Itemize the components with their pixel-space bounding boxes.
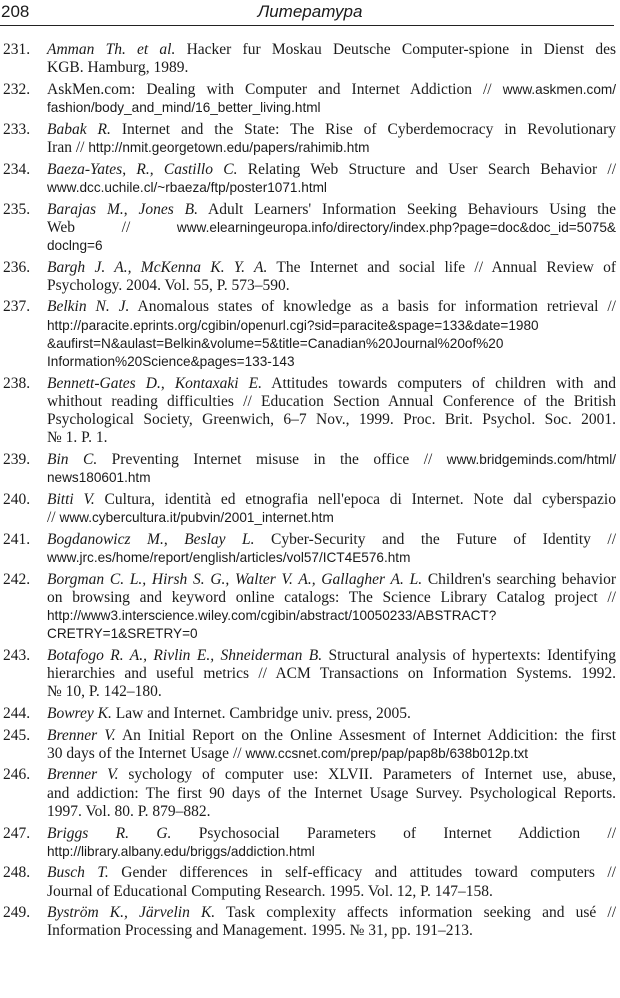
- reference-url: www.jrc.es/home/report/english/articles/vol57/ICT4E576.htm: [47, 549, 411, 565]
- reference-text: Hacker fur Moskau Deutsche Computer-spione in Dienst des: [175, 41, 616, 58]
- reference-text: AskMen.com: Dealing with Computer and Internet Addiction //: [47, 80, 503, 98]
- reference-entry: [0, 705, 616, 723]
- reference-line: [47, 625, 616, 643]
- reference-authors: Bowrey K.: [47, 704, 112, 722]
- reference-line: [47, 393, 616, 411]
- reference-number: 243.: [3, 646, 31, 664]
- reference-authors: Amman Th. et al.: [47, 41, 176, 58]
- reference-text: Structural analysis of hypertexts: Identifying: [322, 646, 617, 664]
- reference-number: 245.: [3, 726, 31, 744]
- reference-url: &aufirst=N&aulast=Belkin&volume=5&title=Canadian%20Journal%20of%20: [47, 335, 504, 351]
- reference-url: www.ccsnet.com/prep/pap/pap8b/638b012p.txt: [245, 745, 529, 761]
- reference-entry: [0, 766, 616, 821]
- reference-entry: [0, 571, 616, 644]
- reference-line: [47, 99, 616, 117]
- reference-text: The Internet and social life // Annual Review of: [267, 258, 616, 276]
- reference-url: http://library.albany.edu/briggs/addiction.html: [47, 843, 315, 859]
- reference-entry: [0, 904, 616, 940]
- reference-authors: Borgman C. L., Hirsh S. G., Walter V. A., Gallagher A. L.: [47, 570, 423, 588]
- reference-line: [47, 509, 616, 527]
- reference-number: 239.: [3, 450, 31, 468]
- reference-entry: [0, 451, 616, 487]
- reference-number: 237.: [3, 298, 31, 316]
- reference-text: Law and Internet. Cambridge univ. press, 2005.: [111, 704, 411, 722]
- reference-line: [47, 161, 616, 179]
- reference-entry: [0, 825, 616, 861]
- reference-line: [47, 864, 616, 882]
- reference-text: on browsing and keyword online catalogs: The Science Library Catalog project //: [47, 588, 616, 606]
- reference-text: Preventing Internet misuse in the office //: [97, 450, 447, 468]
- reference-text: //: [47, 509, 60, 526]
- reference-url: www.elearningeuropa.info/directory/index.php?page=doc&doc_id=5075&: [176, 219, 616, 235]
- reference-authors: Belkin N. J.: [47, 298, 130, 316]
- reference-authors: Brenner V.: [47, 766, 119, 784]
- reference-authors: Briggs R. G.: [47, 824, 172, 842]
- reference-text: Attitudes towards computers of children with and: [262, 374, 617, 392]
- reference-line: [47, 41, 616, 59]
- reference-entry: [0, 298, 616, 371]
- reference-text: Web //: [47, 218, 177, 236]
- reference-text: Cultura, identità ed etnografia nell'epoca di Internet. Note dal cyberspazio: [94, 490, 616, 508]
- reference-line: [47, 683, 616, 701]
- reference-line: [47, 429, 616, 447]
- reference-line: [47, 745, 616, 763]
- reference-text: hierarchies and useful metrics // ACM Transactions on Information Systems. 1992.: [47, 665, 616, 682]
- reference-authors: Barajas M.: [47, 200, 124, 218]
- reference-line: [47, 353, 616, 371]
- reference-url: CRETRY=1&SRETRY=0: [47, 626, 198, 642]
- reference-text: Task complexity affects information seeking and usé //: [215, 904, 616, 922]
- reference-text: Gender differences in self-efficacy and attitudes toward computers //: [108, 864, 616, 882]
- reference-line: [47, 904, 616, 922]
- reference-number: 246.: [3, 766, 31, 784]
- reference-list: [0, 41, 616, 944]
- reference-authors: Bennett-Gates D.: [47, 374, 161, 392]
- reference-line: [47, 727, 616, 745]
- reference-text: 30 days of the Internet Usage //: [47, 744, 246, 762]
- reference-authors: R., Castillo C.: [136, 160, 238, 178]
- reference-url: www.dcc.uchile.cl/~rbaeza/ftp/poster1071.html: [47, 179, 327, 195]
- reference-text: An Initial Report on the Online Assesment of Internet Addicition: the first: [115, 726, 617, 744]
- reference-line: [47, 259, 616, 277]
- reference-url: www.cybercultura.it/pubvin/2001_internet.htm: [59, 510, 334, 525]
- reference-text: ,: [122, 160, 137, 178]
- reference-text: Psychology. 2004. Vol. 55, P. 573–590.: [47, 276, 290, 294]
- reference-authors: Bitti V.: [47, 490, 95, 508]
- reference-text: Cyber-Security and the Future of Identity //: [254, 530, 617, 548]
- reference-number: 248.: [3, 864, 31, 882]
- reference-url: Information%20Science&pages=133-143: [47, 354, 295, 369]
- reference-line: [47, 219, 616, 237]
- reference-authors: Byström K., Järvelin K.: [47, 904, 216, 922]
- reference-text: whithout reading difficulties // Education Section Annual Conference of the British: [47, 392, 616, 410]
- reference-line: [47, 139, 616, 157]
- reference-authors: Babak R.: [47, 120, 111, 138]
- reference-line: [47, 375, 616, 393]
- reference-authors: Jones B.: [138, 200, 198, 218]
- reference-authors: Botafogo R. A., Rivlin E., Shneiderman B.: [47, 646, 323, 664]
- reference-text: Anomalous states of knowledge as a basis for information retrieval //: [129, 298, 616, 316]
- reference-line: [47, 785, 616, 803]
- header-rule: [0, 25, 614, 26]
- reference-text: Psychosocial Parameters of Internet Addiction //: [171, 824, 617, 842]
- reference-line: [47, 237, 616, 255]
- reference-url: news180601.htm: [47, 470, 151, 486]
- reference-text: Information Processing and Management. 1995. № 31, pp. 191–213.: [47, 922, 473, 940]
- reference-text: and addiction: The first 90 days of the Internet Usage Survey. Psychological Reports.: [47, 784, 616, 802]
- reference-entry: [0, 161, 616, 197]
- reference-line: [47, 277, 616, 295]
- reference-text: ,: [123, 200, 139, 218]
- reference-entry: [0, 81, 616, 117]
- reference-text: 1997. Vol. 80. P. 879–882.: [47, 802, 211, 820]
- reference-url: www.askmen.com/: [502, 81, 616, 97]
- reference-line: [47, 803, 616, 821]
- reference-text: KGB. Hamburg, 1989.: [47, 59, 189, 77]
- reference-line: [47, 469, 616, 487]
- reference-text: Adult Learners' Information Seeking Behaviours Using the: [198, 200, 617, 218]
- reference-text: № 1. P. 1.: [47, 429, 108, 447]
- reference-number: 242.: [3, 570, 31, 588]
- reference-entry: [0, 491, 616, 527]
- reference-entry: [0, 259, 616, 295]
- reference-authors: Bargh J. A., McKenna K. Y. A.: [47, 258, 268, 276]
- reference-number: 247.: [3, 824, 31, 842]
- page-number: 208: [1, 2, 30, 21]
- reference-entry: [0, 864, 616, 900]
- reference-text: № 10, P. 142–180.: [47, 683, 162, 701]
- reference-number: 236.: [3, 258, 31, 276]
- reference-line: [47, 766, 616, 784]
- reference-number: 232.: [3, 80, 31, 98]
- reference-entry: [0, 647, 616, 702]
- reference-authors: Beslay L.: [184, 530, 255, 548]
- reference-number: 235.: [3, 200, 31, 218]
- reference-url: doclng=6: [47, 237, 103, 253]
- reference-line: [47, 705, 616, 723]
- reference-line: [47, 491, 616, 509]
- reference-text: Psychological Society, Greenwich, 6–7 Nov., 1999. Proc. Brit. Psychol. Soc. 2001.: [47, 411, 616, 429]
- reference-line: [47, 335, 616, 353]
- reference-entry: [0, 41, 616, 77]
- reference-line: [47, 589, 616, 607]
- reference-line: [47, 411, 616, 429]
- reference-line: [47, 843, 616, 861]
- reference-number: 241.: [3, 530, 31, 548]
- reference-number: 244.: [3, 704, 31, 722]
- reference-number: 240.: [3, 490, 31, 508]
- reference-line: [47, 571, 616, 589]
- reference-url: http://paracite.eprints.org/cgibin/openurl.cgi?sid=paracite&spage=133&date=1980: [47, 317, 539, 333]
- reference-text: Iran //: [47, 138, 89, 156]
- reference-entry: [0, 727, 616, 763]
- page-header: [0, 0, 620, 26]
- reference-entry: [0, 531, 616, 567]
- reference-line: [47, 883, 616, 901]
- reference-number: 234.: [3, 160, 31, 178]
- reference-number: 231.: [3, 41, 31, 58]
- reference-url: fashion/body_and_mind/16_better_living.html: [47, 100, 321, 116]
- reference-entry: [0, 201, 616, 256]
- reference-url: http://nmit.georgetown.edu/papers/rahimib.htm: [88, 139, 370, 155]
- reference-line: [47, 81, 616, 99]
- reference-line: [47, 59, 616, 77]
- reference-text: sychology of computer use: XLVII. Parameters of Internet use, abuse,: [118, 766, 617, 784]
- reference-line: [47, 665, 616, 683]
- reference-number: 233.: [3, 120, 31, 138]
- reference-line: [47, 121, 616, 139]
- reference-authors: Bogdanowicz M.: [47, 530, 164, 548]
- reference-line: [47, 531, 616, 549]
- reference-line: [47, 647, 616, 665]
- reference-authors: Kontaxaki E.: [174, 374, 262, 392]
- reference-text: Relating Web Structure and User Search Behavior //: [237, 160, 617, 178]
- reference-number: 238.: [3, 374, 31, 392]
- reference-text: Journal of Educational Computing Research. 1995. Vol. 12, P. 147–158.: [47, 882, 493, 900]
- reference-authors: Brenner V.: [47, 726, 116, 744]
- reference-text: ,: [163, 530, 185, 548]
- reference-text: Internet and the State: The Rise of Cyberdemocracy in Revolutionary: [110, 120, 616, 138]
- reference-line: [47, 201, 616, 219]
- reference-line: [47, 317, 616, 335]
- reference-url: http://www3.interscience.wiley.com/cgibin/abstract/10050233/ABSTRACT?: [47, 607, 497, 623]
- reference-line: [47, 298, 616, 316]
- reference-text: Children's searching behavior: [422, 570, 616, 588]
- reference-line: [47, 549, 616, 567]
- reference-authors: Baeza-Yates: [47, 160, 123, 178]
- reference-authors: Bin C.: [47, 450, 98, 468]
- running-title: Литература: [257, 2, 363, 21]
- reference-line: [47, 922, 616, 940]
- reference-number: 249.: [3, 904, 31, 922]
- reference-entry: [0, 375, 616, 448]
- reference-text: ,: [160, 374, 175, 392]
- reference-url: www.bridgeminds.com/html/: [446, 451, 616, 467]
- reference-line: [47, 607, 616, 625]
- reference-authors: Busch T.: [47, 864, 109, 882]
- reference-line: [47, 179, 616, 197]
- reference-entry: [0, 121, 616, 157]
- reference-line: [47, 825, 616, 843]
- reference-line: [47, 451, 616, 469]
